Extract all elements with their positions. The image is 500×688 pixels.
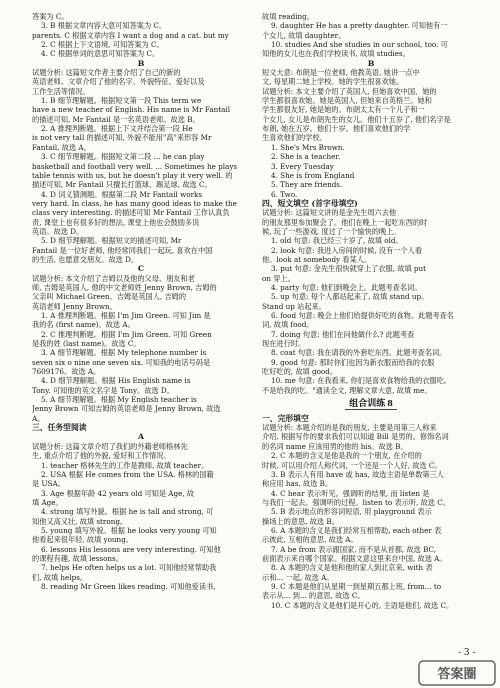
text-line: 师, 吉姆是英国人, 他的中文老师姓 Jenny Brown, 吉姆的: [32, 282, 217, 292]
text-line: 称应用 has, 故选 B。: [262, 479, 333, 489]
text-line: 试题分析: 这篇文章介绍了我们的外籍老师格林先: [32, 441, 188, 451]
text-line: 短文大意: 布朗是一位老师, 他教英语, 她讲一点中: [262, 68, 420, 78]
text-line: B: [137, 58, 145, 68]
text-line: 2. look 句意: 我进入房间的时候, 没有一个人看: [271, 245, 423, 255]
text-line: 8. A 本题的含义是他和他的家人到北京来, with 表: [271, 563, 433, 573]
text-line: C: [137, 264, 145, 274]
text-line: 5. young 填写外貌。根据 he looks very young 可知: [41, 525, 217, 535]
text-line: 4. She is from England: [271, 170, 355, 180]
text-line: 3. Every Tuesday: [271, 161, 334, 171]
right-column: [262, 12, 480, 610]
text-line: 的朋友那里参加聚会了。他们在晚上一起吃东西的时: [262, 217, 428, 227]
text-line: Stand up 站起来。: [262, 301, 326, 311]
text-line: 英语老师。文章介绍了他的名字、外貌特征、爱好以及: [32, 77, 205, 87]
text-line: 学生都很友好, 她是她的。布朗太太有一个儿子和一: [262, 105, 425, 115]
text-line: 的名词 name 应该用男的他的 his。故选 B。: [262, 441, 408, 451]
text-line: 2. She is a teacher.: [271, 152, 341, 162]
text-line: 吃好吃的, 故填 good。: [262, 367, 338, 377]
text-line: 1. teacher 格林先生的工作是教师, 故填 teacher。: [41, 460, 209, 470]
text-line: 父亲叫 Michael Green。吉姆是英国人, 吉姆的: [32, 292, 187, 302]
text-line: 6. A 本题的含义是我们经常互相帮助, each other 表: [271, 525, 442, 535]
watermark-logo: [418, 660, 496, 686]
text-line: 7. A be from 表示跟国家, 而不是从首都, 故选 BC,: [271, 544, 437, 554]
text-line: 试题分析: 本题介绍的是我的朋友, 主要是用第三人称来: [262, 423, 437, 433]
text-line: Fantail 是一位好老师, 他经常同我们一起玩, 喜欢在中国: [32, 245, 213, 255]
text-line: 4. party 句意: 他们到晚会上。此题考查名词。: [271, 282, 422, 292]
text-line: Fantail, 故选 A。: [32, 142, 91, 152]
text-line: 试题分析: 本文介绍了吉姆以及他的父母、朋友和老: [32, 273, 195, 283]
text-line: 2. USA 根据 He comes from the USA. 格林的国籍: [41, 469, 214, 479]
text-line: 1. B 细节理解题。根据短文第一段 This term we: [41, 96, 202, 106]
text-line: 试题分析: 这篇短文作者主要介绍了自己的新的: [32, 68, 181, 78]
svg-text:答案圈: 答案圈: [437, 667, 477, 682]
text-line: 试题分析: 这篇短文讲的是金先生周六去他: [262, 208, 397, 218]
text-line: have a new teacher of English. His name is Mr Fantail: [32, 105, 231, 115]
text-line: 生喜欢他们的学校。: [262, 133, 327, 143]
text-line: 3. B 表示人有用 have 或 has, 故选主语是单数第三人: [271, 469, 444, 479]
text-line: 2. A 推理判断题。根据上下文并结合第一段 He: [41, 124, 193, 134]
text-line: 的描述可知, Mr Fantail 是一名英语老师。故选 B。: [32, 114, 200, 124]
text-line: 10. C 本题的含义是他们是开心的, 主语是他们, 故选 C。: [271, 600, 454, 610]
text-line: 时候, 可以用介绍人称代词, 一个还是一个人好, 故选 C。: [262, 460, 442, 470]
text-line: 3. put 句意: 金先生很快就穿上了衣服, 故填 put: [271, 264, 427, 274]
text-line: 3. Age 根据年龄 42 years old 可知是 Age, 故: [41, 488, 195, 498]
section-number: 8: [387, 398, 393, 408]
text-line: 文, 每星期二她上学校。她的学生很喜欢她。: [262, 77, 404, 87]
text-line: 是 USA。: [32, 479, 65, 489]
text-line: 5. up 句意: 每个人都站起来了, 故填 stand up。: [271, 292, 429, 302]
text-line: 示和... 一起, 故选 A。: [262, 572, 334, 582]
text-line: 5. D 细节理解题。根据短文的描述可知, Mr: [41, 236, 182, 246]
text-line: is not very tall 的描述可知, 外貌不能用"高"来形容 Mr: [32, 133, 212, 143]
text-line: 他。look at somebody 看某人。: [262, 254, 372, 264]
text-line: 9. daughter He has a pretty daughter. 可知他有一: [271, 21, 448, 31]
text-line: 四、短文填空 (首字母填空): [262, 198, 358, 208]
text-line: 操场上的意思, 故选 B。: [262, 516, 339, 526]
text-line: A: [137, 432, 145, 442]
text-line: 个女儿, 女儿是布朗先生的女儿。他们十五岁了, 他们名字是: [262, 114, 451, 124]
text-line: 4. D 词义猜测题。根据第二段 Mr Fantail works: [41, 189, 203, 199]
text-line: 1. old 句意: 我已经三十岁了, 故填 old。: [271, 236, 403, 246]
text-line: 7. helps He often helps us a lot. 可知他经常帮助我: [41, 563, 217, 573]
text-line: 4. strong 填写外貌。根据 he is tall and strong, 可: [41, 507, 214, 517]
text-line: 4. D 细节理解题。根据 His English name is: [41, 376, 191, 386]
text-line: 4. C hear 表示听见。强调听的结果, 而 listen 是: [271, 488, 430, 498]
text-line: 不是给我的吃。"通读全文, 理解文章大意, 故填 me。: [262, 385, 432, 395]
text-line: 前面表示来自哪个国家。根据文意这里来自中国, 故选 A。: [262, 553, 447, 563]
text-line: 9. C 本题是他们从星期一到星期五都上班, from... to: [271, 581, 442, 591]
text-line: seven six o nine one seven six. 可知我的电话号码是: [32, 357, 211, 367]
text-line: 8. coat 句意: 我在请我的外套吃东西。此题考查名词。: [271, 348, 447, 358]
text-line: 知他又高又壮, 故填 strong。: [32, 516, 128, 526]
text-line: 8. reading Mr Green likes reading. 可知他爱读书,: [41, 581, 216, 591]
text-line: 5. They are friends.: [271, 180, 343, 190]
text-line: 3. A 细节理解题。根据 My telephone number is: [41, 348, 207, 358]
text-line: 责, 课堂上也有很多好的想法, 课堂上他也会鼓励多说: [32, 217, 200, 227]
text-line: 7609176。故选 A。: [32, 367, 101, 377]
text-line: 一、完形填空: [262, 413, 309, 423]
text-line: 示彼此, 互相的意思, 故选 A。: [262, 535, 358, 545]
text-line: 词, 故填 food。: [262, 320, 314, 330]
text-line: on 穿上。: [262, 273, 295, 283]
section-title-text: 组合训练 8: [345, 399, 397, 410]
text-line: 3. C 细节理解题。根据短文第二段 ... he can play: [41, 152, 205, 162]
text-line: 2. C 根据上下文语境, 可知答案为 C。: [41, 40, 164, 50]
text-line: 6. food 句意: 晚会上他们给提供好吃的食物。此题考查名: [271, 311, 454, 320]
text-line: 我的名 (first name)。故选 A。: [32, 320, 135, 330]
text-line: table tennis with us, but he doesn't play it very well. 的: [32, 170, 233, 180]
text-line: 工作生活等情况。: [32, 86, 90, 96]
text-line: 们, 故填 helps。: [32, 572, 88, 582]
text-line: 个女儿, 故填 daughter。: [262, 30, 346, 40]
text-line: B: [367, 58, 375, 68]
text-line: 9. good 句意: 那时你们也因为新衣服而给我的衣服: [271, 357, 435, 367]
section-title: [262, 399, 480, 409]
text-line: 1. A 推理判断题。根据 I'm Jim Green. 可知 Jim 是: [41, 311, 211, 320]
text-line: 5. B 表示地点的形容词短语, 用 playground 表示: [271, 507, 432, 517]
text-line: 候, 玩了一些游戏, 度过了一个愉快的晚上。: [262, 226, 401, 236]
text-line: 知他的女儿也在我们学校读书, 故填 studies。: [262, 49, 410, 59]
text-line: 3. B 根据文章内容大意可知答案为 C。: [41, 21, 167, 31]
text-line: 5. A 细节理解题。根据 My English teacher is: [41, 395, 197, 405]
text-line: 表示从... 到... 的意思, 故选 C。: [262, 591, 365, 601]
text-line: 4. C 根据单词的意思可知答案为 C。: [41, 49, 160, 59]
text-line: Tony. 可知他的英文名字是 Tony。故选 D。: [32, 385, 174, 395]
text-line: basketball and football very well. ... Sometimes he plays: [32, 161, 238, 171]
text-line: 描述可知, Mr Fantail 只擅长打篮球、踢足球, 故选 C。: [32, 180, 212, 190]
text-line: Jenny Brown 可知吉姆的英语老师是 Jenny Brown, 故选: [32, 404, 221, 414]
text-line: 10. studies And she studies in our school, too. 可: [271, 40, 448, 50]
text-line: class very interesting. 的描述可知 Mr Fantail 工作认真负: [32, 208, 230, 218]
text-line: 英语。故选 D。: [32, 226, 84, 236]
text-line: 答案为 C。: [32, 12, 69, 21]
page-number: - 3 -: [458, 648, 476, 658]
text-line: A。: [32, 413, 45, 423]
text-line: 2. C 本题的含义是他是我的一个朋友, 在介绍的: [271, 451, 422, 461]
text-line: very hard. In class, he has many good ideas to make the: [32, 198, 237, 208]
text-line: 与我们一起去。强调听的过程。listen to 表示听, 故选 C。: [262, 497, 450, 507]
text-line: 的生活, 也愿意交朋友。故选 D。: [32, 254, 139, 264]
text-line: 试题分析: 本文主要介绍了英国人, 但她喜欢中国、她的: [262, 86, 437, 96]
text-line: 学生都很喜欢她。她是英国人, 但她来自英格兰。她和: [262, 96, 432, 106]
text-line: 现在进行时。: [262, 339, 306, 349]
text-line: 故填 reading。: [262, 12, 314, 21]
text-line: 他看起来很年轻, 故填 young。: [32, 535, 133, 545]
text-line: 7. doing 句意: 他们在问他做什么? 此题考查: [271, 329, 415, 339]
text-line: 生, 重点介绍了他的外貌, 爱好和工作情况。: [32, 451, 171, 461]
text-line: 介绍, 根据写作的要求我们可以知道 Bill 是男的。修饰名词: [262, 432, 449, 442]
text-line: 6. Two.: [271, 189, 298, 199]
left-column: [32, 12, 250, 591]
text-line: 6. lessons His lessons are very interesting. 可知他: [41, 544, 221, 554]
text-line: 布朗, 她在五岁。他们十岁。他们喜欢他们的学: [262, 124, 411, 134]
text-line: 填 Age。: [32, 497, 63, 507]
text-line: 是我的姓 (last name)。故选 C。: [32, 339, 141, 349]
text-line: 1. She's Mrs Brown.: [271, 142, 345, 152]
text-line: 2. C 推理判断题。根据 I'm Jim Green. 可知 Green: [41, 329, 212, 339]
text-line: parents. C 根据文章内容 I want a dog and a cat. but my: [32, 30, 229, 40]
text-line: 三、任务型阅读: [32, 423, 87, 433]
text-line: 的课程有趣, 故填 lessons。: [32, 553, 123, 563]
text-line: 10. me 句意: 在我看来, 你们是喜欢食物给我的衣服吃,: [271, 376, 447, 386]
text-line: 英语老师 Jenny Brown。: [32, 301, 117, 311]
